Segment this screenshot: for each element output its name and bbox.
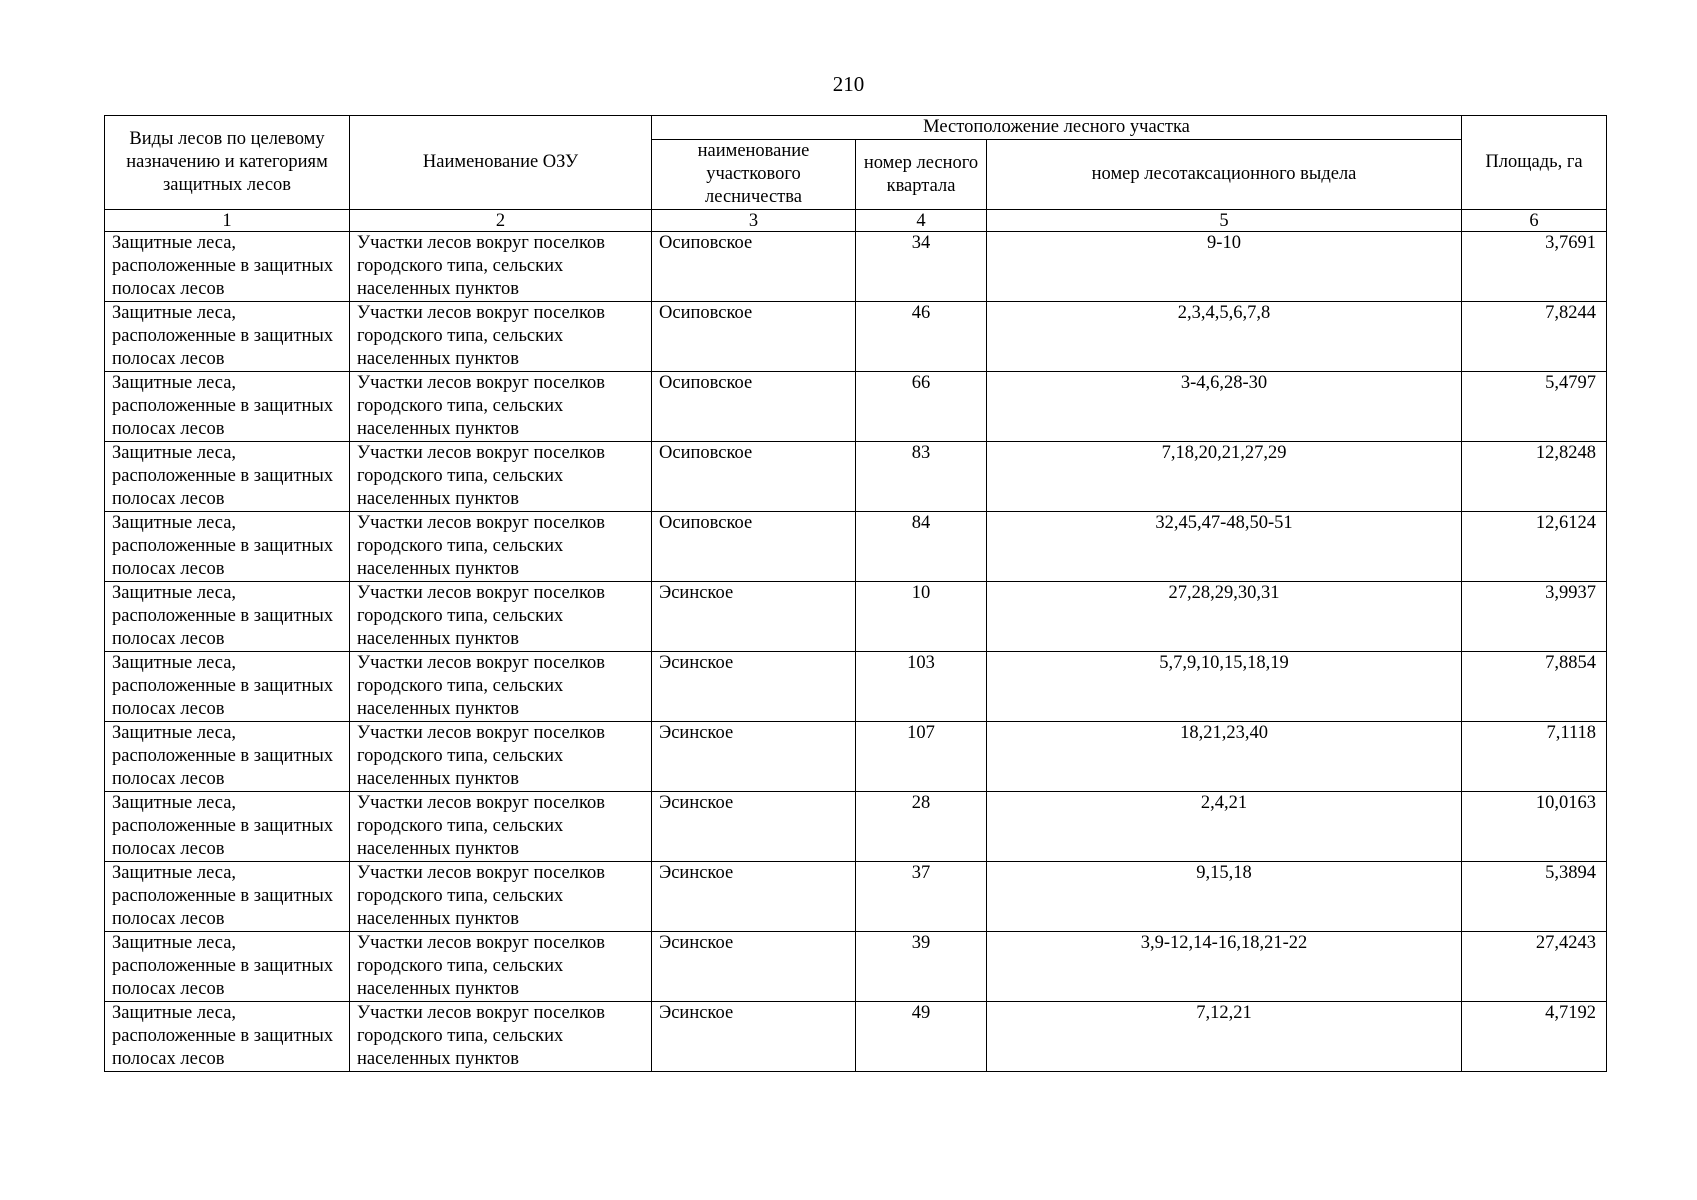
cell-forestry: Осиповское (652, 232, 856, 302)
cell-plots: 9-10 (987, 232, 1462, 302)
cell-area: 27,4243 (1462, 932, 1607, 1002)
header-quarter-number: номер лесного квартала (856, 140, 987, 210)
cell-ozu-name: Участки лесов вокруг поселков городского типа, сельских населенных пунктов (350, 1002, 652, 1072)
cell-quarter: 34 (856, 232, 987, 302)
cell-area: 4,7192 (1462, 1002, 1607, 1072)
cell-forest-type: Защитные леса, расположенные в защитных полосах лесов (105, 512, 350, 582)
column-number: 2 (350, 210, 652, 232)
column-number: 4 (856, 210, 987, 232)
cell-quarter: 39 (856, 932, 987, 1002)
cell-ozu-name: Участки лесов вокруг поселков городского типа, сельских населенных пунктов (350, 792, 652, 862)
cell-forest-type: Защитные леса, расположенные в защитных полосах лесов (105, 582, 350, 652)
cell-forestry: Эсинское (652, 582, 856, 652)
cell-quarter: 46 (856, 302, 987, 372)
column-number: 3 (652, 210, 856, 232)
cell-plots: 2,4,21 (987, 792, 1462, 862)
cell-quarter: 66 (856, 372, 987, 442)
cell-forest-type: Защитные леса, расположенные в защитных полосах лесов (105, 652, 350, 722)
cell-plots: 27,28,29,30,31 (987, 582, 1462, 652)
cell-forestry: Эсинское (652, 652, 856, 722)
cell-forestry: Осиповское (652, 302, 856, 372)
cell-ozu-name: Участки лесов вокруг поселков городского типа, сельских населенных пунктов (350, 582, 652, 652)
cell-plots: 9,15,18 (987, 862, 1462, 932)
cell-plots: 5,7,9,10,15,18,19 (987, 652, 1462, 722)
cell-area: 10,0163 (1462, 792, 1607, 862)
cell-forest-type: Защитные леса, расположенные в защитных полосах лесов (105, 442, 350, 512)
cell-area: 7,1118 (1462, 722, 1607, 792)
column-number: 1 (105, 210, 350, 232)
cell-area: 3,7691 (1462, 232, 1607, 302)
cell-area: 12,6124 (1462, 512, 1607, 582)
cell-plots: 7,18,20,21,27,29 (987, 442, 1462, 512)
header-ozu-name: Наименование ОЗУ (350, 116, 652, 210)
cell-quarter: 28 (856, 792, 987, 862)
cell-forestry: Эсинское (652, 932, 856, 1002)
cell-forestry: Осиповское (652, 372, 856, 442)
cell-forest-type: Защитные леса, расположенные в защитных полосах лесов (105, 862, 350, 932)
cell-area: 7,8244 (1462, 302, 1607, 372)
table-row (105, 512, 1607, 582)
forest-plots-table-container (104, 115, 1606, 1072)
table-body (105, 232, 1607, 1072)
header-area: Площадь, га (1462, 116, 1607, 210)
table-row (105, 1002, 1607, 1072)
header-plot-number: номер лесотаксационного выдела (987, 140, 1462, 210)
cell-quarter: 84 (856, 512, 987, 582)
cell-quarter: 83 (856, 442, 987, 512)
cell-quarter: 103 (856, 652, 987, 722)
table-row (105, 582, 1607, 652)
cell-plots: 7,12,21 (987, 1002, 1462, 1072)
table-row (105, 232, 1607, 302)
cell-plots: 3-4,6,28-30 (987, 372, 1462, 442)
table-row (105, 442, 1607, 512)
cell-forestry: Осиповское (652, 442, 856, 512)
cell-quarter: 10 (856, 582, 987, 652)
table-row (105, 372, 1607, 442)
cell-area: 5,4797 (1462, 372, 1607, 442)
cell-area: 3,9937 (1462, 582, 1607, 652)
column-number-row (105, 210, 1607, 232)
cell-forest-type: Защитные леса, расположенные в защитных полосах лесов (105, 232, 350, 302)
table-row (105, 302, 1607, 372)
header-forestry-name: наименование участкового лесничества (652, 140, 856, 210)
page-number: 210 (832, 72, 865, 96)
header-forest-type: Виды лесов по целевому назначению и категориям защитных лесов (105, 116, 350, 210)
table-header (105, 116, 1607, 232)
cell-plots: 18,21,23,40 (987, 722, 1462, 792)
cell-area: 12,8248 (1462, 442, 1607, 512)
cell-forestry: Эсинское (652, 1002, 856, 1072)
forest-plots-table (104, 115, 1607, 1072)
column-number: 6 (1462, 210, 1607, 232)
table-row (105, 652, 1607, 722)
cell-forestry: Эсинское (652, 792, 856, 862)
cell-quarter: 49 (856, 1002, 987, 1072)
cell-forest-type: Защитные леса, расположенные в защитных полосах лесов (105, 1002, 350, 1072)
cell-forest-type: Защитные леса, расположенные в защитных полосах лесов (105, 372, 350, 442)
cell-forestry: Осиповское (652, 512, 856, 582)
table-row (105, 932, 1607, 1002)
cell-forestry: Эсинское (652, 722, 856, 792)
cell-quarter: 107 (856, 722, 987, 792)
cell-area: 7,8854 (1462, 652, 1607, 722)
cell-plots: 32,45,47-48,50-51 (987, 512, 1462, 582)
cell-ozu-name: Участки лесов вокруг поселков городского типа, сельских населенных пунктов (350, 372, 652, 442)
cell-ozu-name: Участки лесов вокруг поселков городского типа, сельских населенных пунктов (350, 442, 652, 512)
table-row (105, 792, 1607, 862)
cell-ozu-name: Участки лесов вокруг поселков городского типа, сельских населенных пунктов (350, 302, 652, 372)
cell-area: 5,3894 (1462, 862, 1607, 932)
table-row (105, 722, 1607, 792)
cell-forest-type: Защитные леса, расположенные в защитных полосах лесов (105, 722, 350, 792)
column-number: 5 (987, 210, 1462, 232)
cell-ozu-name: Участки лесов вокруг поселков городского типа, сельских населенных пунктов (350, 232, 652, 302)
cell-ozu-name: Участки лесов вокруг поселков городского типа, сельских населенных пунктов (350, 652, 652, 722)
cell-ozu-name: Участки лесов вокруг поселков городского типа, сельских населенных пунктов (350, 512, 652, 582)
cell-ozu-name: Участки лесов вокруг поселков городского типа, сельских населенных пунктов (350, 722, 652, 792)
header-location-group: Местоположение лесного участка (652, 116, 1462, 140)
cell-forestry: Эсинское (652, 862, 856, 932)
cell-plots: 2,3,4,5,6,7,8 (987, 302, 1462, 372)
cell-forest-type: Защитные леса, расположенные в защитных полосах лесов (105, 302, 350, 372)
cell-plots: 3,9-12,14-16,18,21-22 (987, 932, 1462, 1002)
cell-ozu-name: Участки лесов вокруг поселков городского типа, сельских населенных пунктов (350, 862, 652, 932)
cell-ozu-name: Участки лесов вокруг поселков городского типа, сельских населенных пунктов (350, 932, 652, 1002)
cell-forest-type: Защитные леса, расположенные в защитных полосах лесов (105, 792, 350, 862)
table-row (105, 862, 1607, 932)
cell-forest-type: Защитные леса, расположенные в защитных полосах лесов (105, 932, 350, 1002)
cell-quarter: 37 (856, 862, 987, 932)
